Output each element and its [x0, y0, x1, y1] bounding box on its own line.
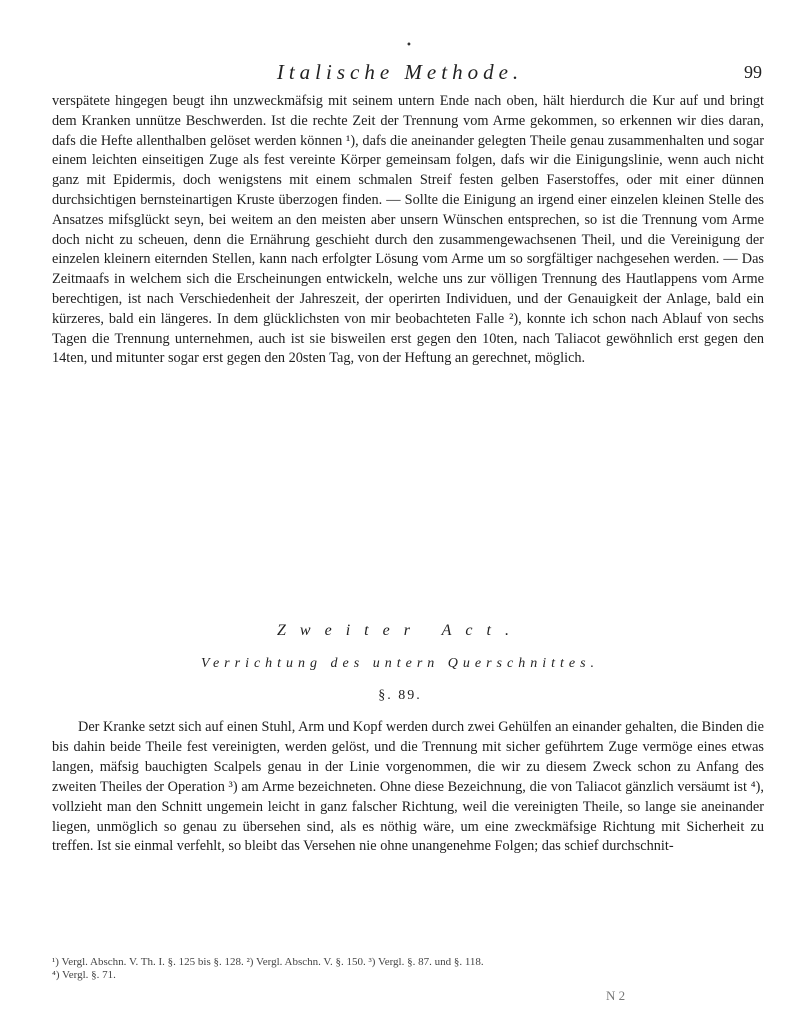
section-number: §. 89. — [378, 688, 422, 703]
main-text-block — [52, 92, 764, 369]
running-title: Italische Methode. — [276, 60, 524, 84]
paragraph-2: Der Kranke setzt sich auf einen Stuhl, Arm und Kopf werden durch zwei Gehülfen an einander gehalten, die Binden die bis dahin beide Theile fest vereinigten, werden gelöst, und die Trennung mit sicher geführtem Zuge vermöge eines etwas langen, mäfsig bauchigten Scalpels genau in der Linie vorgenommen, die wir zu diesem Zweck schon zu Anfang des zweiten Theiles der Operation ³) am Arme bezeichneten. Ohne diese Bezeichnung, die von Taliacot gänzlich versäumt ist ⁴), vollzieht man den Schnitt ungemein leicht in ganz falscher Richtung, weil die vereinigten Theile, so lange sie aneinander liegen, unmöglich so genau zu übersehen sind, als es nöthig wäre, um eine zweckmäfsige Richtung mit Sicherheit zu treffen. Ist sie einmal verfehlt, so bleibt das Versehen nie ohne unangenehme Folgen; das schief durchschnit- — [52, 719, 764, 855]
paragraph-1: verspätete hingegen beugt ihn unzweckmäfsig mit seinem untern Ende nach oben, hält hierdurch die Kur auf und bringt dem Kranken unnütze Beschwerden. Ist die rechte Zeit der Trennung vom Arme gekommen, so erkennen wir dies daran, dafs die Hefte allenthalben gelöset werden können ¹), dafs die aneinander gelegten Theile genau zusammenhalten und sogar einem leichten einseitigen Zuge als fest vereinte Körper gemeinsam folgen, dafs wir die Einigungslinie, wenn auch nicht ganz mit Epidermis, doch wenigstens mit einem schmalen Streif festen gelben Faserstoffes, oder mit einer dünnen durchsichtigen bernsteinartigen Kruste überzogen finden. — Sollte die Einigung an irgend einer einzelen kleinen Stelle des Ansatzes mifsglückt seyn, bei weitem an den meisten aber unsern Wünschen entsprechen, so ist die Trennung vom Arme doch nicht zu scheuen, denn die Ernährung geschieht durch den zusammengewachsenen Theil, und die Vereinigung der einzelen kleinern eiternden Stellen, kann nach erfolgter Lösung vom Arme um so sorgfältiger nachgesehen werden. — Das Zeitmaafs in welchem sich die Erscheinungen entwickeln, welche uns zur völligen Trennung des Hautlappens vom Arme berechtigen, ist nach Verschiedenheit der Jahreszeit, der operirten Individuen, und der Genauigkeit der Anlage, bald ein kürzeres, bald ein längeres. In dem glücklichsten von mir beobachteten Falle ²), konnte ich schon nach Ablauf von sechs Tagen die Trennung unternehmen, auch ist sie bisweilen erst gegen den 10ten, nach Taliacot gewöhnlich erst gegen den 14ten, und mitunter sogar erst gegen den 20sten Tag, von der Heftung an gerechnet, möglich. — [52, 93, 764, 367]
top-dot-mark: • — [406, 40, 412, 51]
footnotes — [52, 956, 764, 982]
act-subtitle: Verrichtung des untern Querschnittes. — [200, 656, 600, 671]
signature-mark: N 2 — [606, 988, 626, 1003]
section-text-block — [52, 718, 764, 857]
footnote-line-1: ¹) Vergl. Abschn. V. Th. I. §. 125 bis §. 128. ²) Vergl. Abschn. V. §. 150. ³) Vergl. §. 87. und §. 118. — [52, 956, 484, 968]
page-number: 99 — [744, 62, 762, 82]
act-title: Zweiter Act. — [277, 622, 523, 639]
footnote-line-2: ⁴) Vergl. §. 71. — [52, 969, 116, 981]
